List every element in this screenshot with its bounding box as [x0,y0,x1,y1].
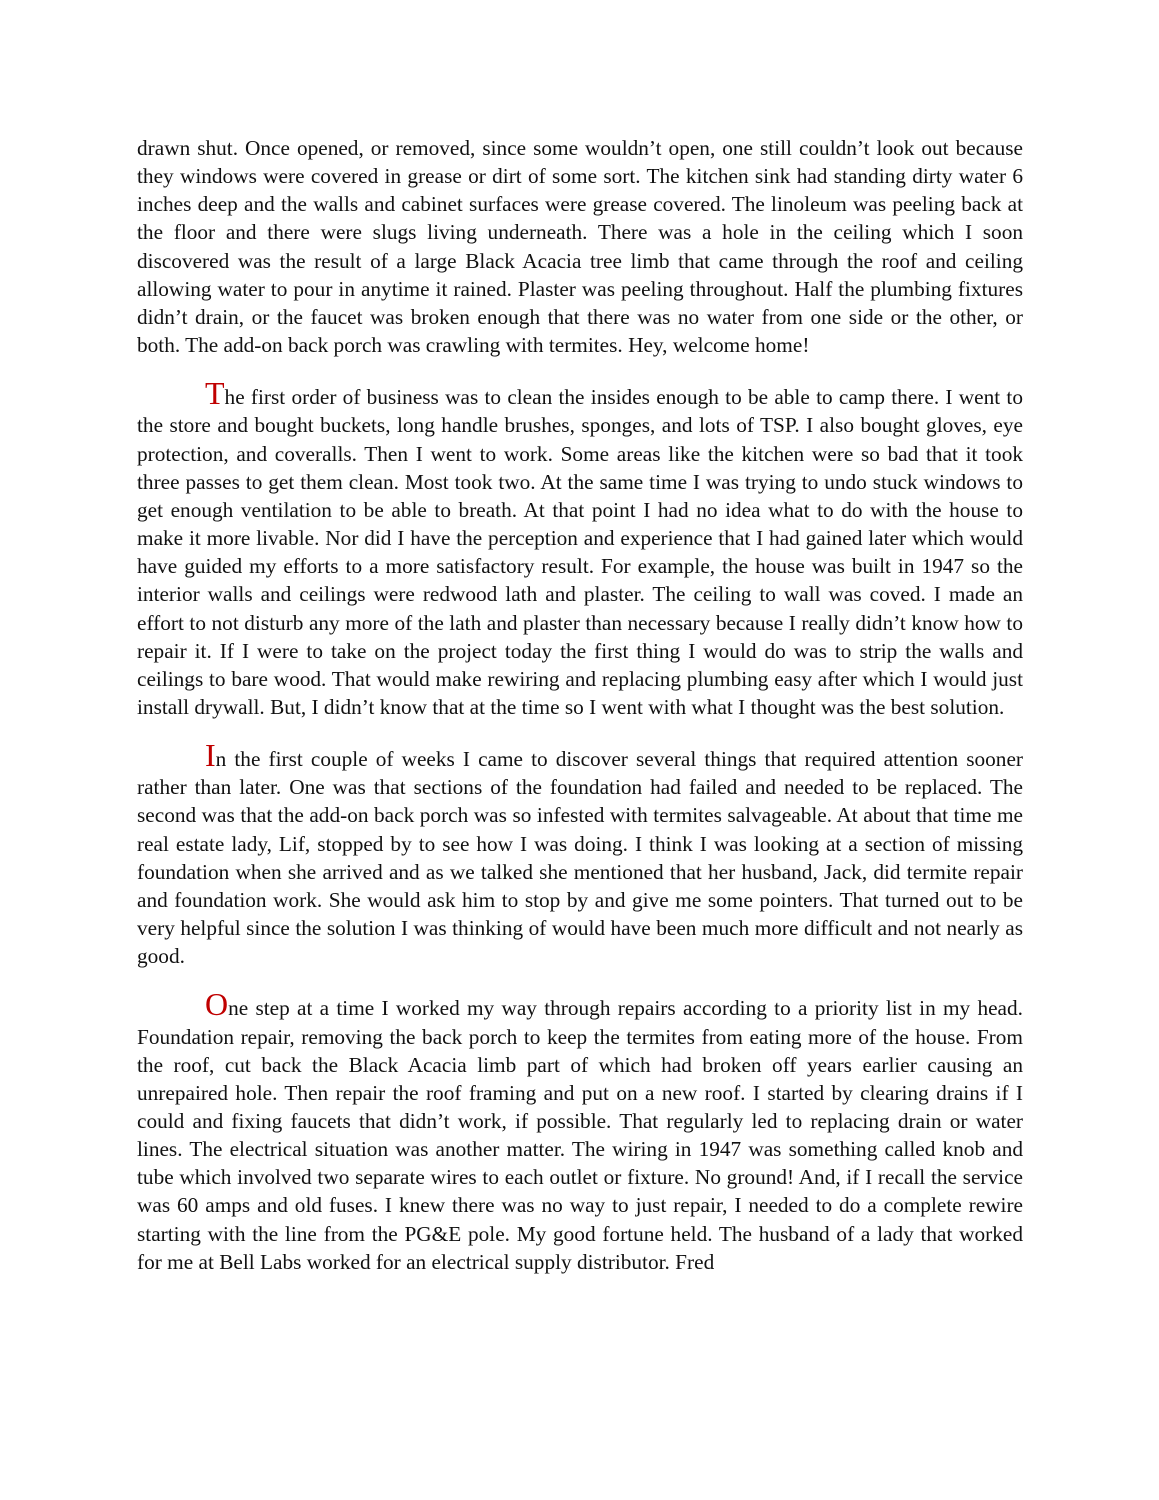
paragraph-4 [137,986,1023,1276]
paragraph-2 [137,375,1023,721]
drop-cap-i: I [205,737,216,774]
paragraph-4-text: ne step at a time I worked my way through repairs according to a priority list in my head. Foundation repair, removing the back porch to keep the termites from eating more of the house. From the roof, cut back the Black Acacia limb part of which had broken off years earlier causing an unrepaired hole. Then repair the roof framing and put on a new roof. I started by clearing drains if I could and fixing faucets that didn’t work, if possible. That regularly led to replacing drain or water lines. The electrical situation was another matter. The wiring in 1947 was something called knob and tube which involved two separate wires to each outlet or fixture. No ground! And, if I recall the service was 60 amps and old fuses. I knew there was no way to just repair, I needed to do a complete rewire starting with the line from the PG&E pole. My good fortune held. The husband of a lady that worked for me at Bell Labs worked for an electrical supply distributor. Fred [137,996,1023,1274]
paragraph-1-text: drawn shut. Once opened, or removed, since some wouldn’t open, one still couldn’t look out because they windows were covered in grease or dirt of some sort. The kitchen sink had standing dirty water 6 inches deep and the walls and cabinet surfaces were grease covered. The linoleum was peeling back at the floor and there were slugs living underneath. There was a hole in the ceiling which I soon discovered was the result of a large Black Acacia tree limb that came through the roof and ceiling allowing water to pour in anytime it rained. Plaster was peeling throughout. Half the plumbing fixtures didn’t drain, or the faucet was broken enough that there was no water from one side or the other, or both. The add-on back porch was crawling with termites. Hey, welcome home! [137,136,1023,358]
paragraph-2-text: he first order of business was to clean the insides enough to be able to camp there. I went to the store and bought buckets, long handle brushes, sponges, and lots of TSP. I also bought gloves, eye protection, and coveralls. Then I went to work. Some areas like the kitchen were so bad that it took three passes to get them clean. Most took two. At the same time I was trying to undo stuck windows to get enough ventilation to be able to breath. At that point I had no idea what to do with the house to make it more livable. Nor did I have the perception and experience that I had gained later which would have guided my efforts to a more satisfactory result. For example, the house was built in 1947 so the interior walls and ceilings were redwood lath and plaster. The ceiling to wall was coved. I made an effort to not disturb any more of the lath and plaster than necessary because I really didn’t know how to repair it. If I were to take on the project today the first thing I would do was to strip the walls and ceilings to bare wood. That would make rewiring and replacing plumbing easy after which I would just install drywall. But, I didn’t know that at the time so I went with what I thought was the best solution. [137,385,1023,719]
paragraph-1 [137,134,1023,359]
paragraph-3 [137,737,1023,970]
body-text [137,134,1023,1300]
drop-cap-o: O [205,986,229,1023]
paragraph-3-text: n the first couple of weeks I came to discover several things that required attention sooner rather than later. One was that sections of the foundation had failed and needed to be replaced. The second was that the add-on back porch was so infested with termites salvageable. At about that time me real estate lady, Lif, stopped by to see how I was doing. I think I was looking at a section of missing foundation when she arrived and as we talked she mentioned that her husband, Jack, did termite repair and foundation work. She would ask him to stop by and give me some pointers. That turned out to be very helpful since the solution I was thinking of would have been much more difficult and not nearly as good. [137,747,1023,969]
drop-cap-t: T [205,375,225,412]
